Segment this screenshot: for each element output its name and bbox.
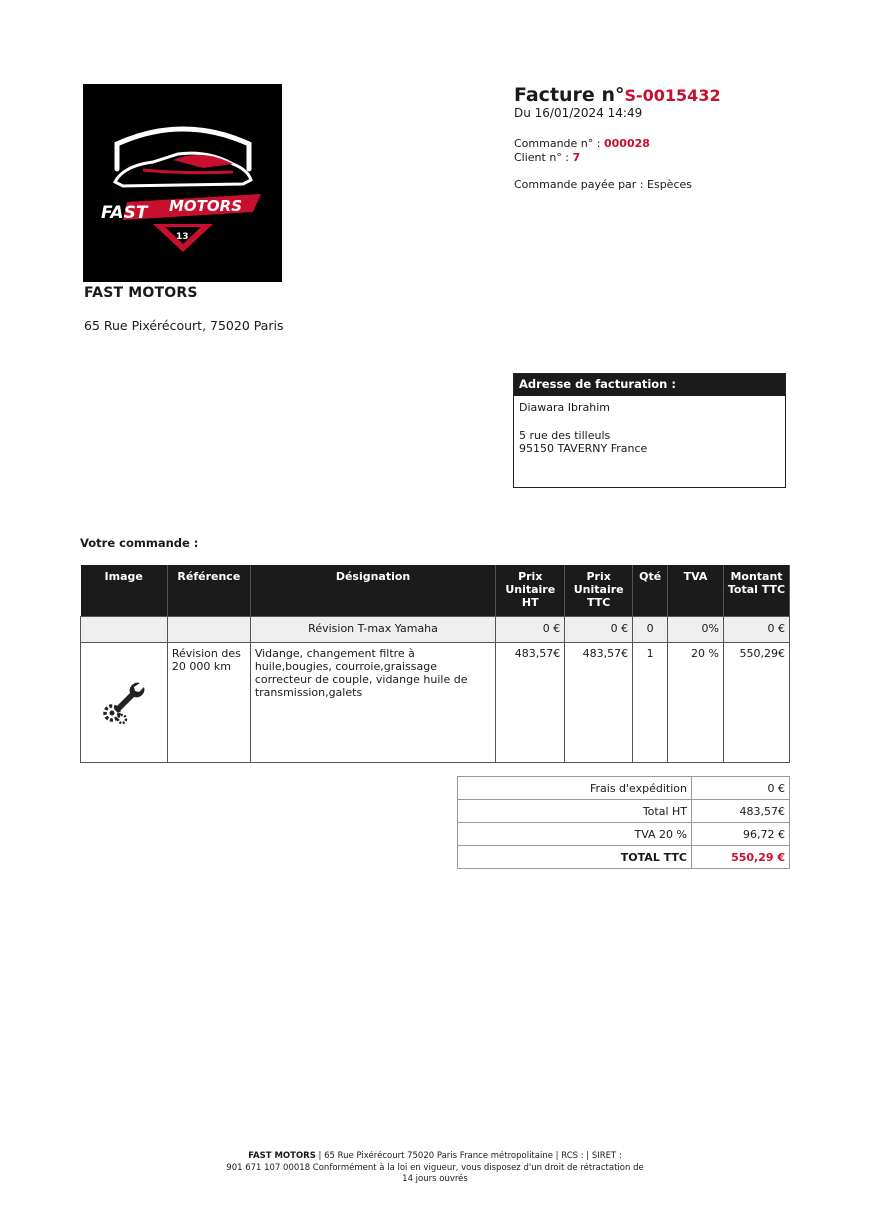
billing-city: 95150 TAVERNY France	[519, 442, 648, 455]
tva-label: TVA 20 %	[458, 823, 692, 846]
item-total: 550,29€	[723, 642, 789, 762]
total-ttc-label: TOTAL TTC	[458, 846, 692, 869]
sub-pu-ht: 0 €	[496, 616, 565, 642]
legal-footer	[200, 1151, 670, 1186]
company-address: 65 Rue Pixérécourt, 75020 Paris	[84, 318, 284, 333]
billing-address-box	[513, 373, 786, 488]
invoice-number: S-0015432	[624, 86, 721, 105]
sub-qty: 0	[633, 616, 668, 642]
client-number-label: Client n° :	[514, 151, 570, 164]
shipping-label: Frais d'expédition	[458, 777, 692, 800]
sub-tva: 0%	[668, 616, 724, 642]
order-section-label: Votre commande :	[80, 536, 199, 550]
billing-name: Diawara Ibrahim	[519, 401, 610, 414]
item-pu-ht: 483,57€	[496, 642, 565, 762]
wrench-gear-icon	[100, 677, 148, 725]
totals-table	[457, 776, 790, 869]
item-designation: Vidange, changement filtre à huile,bougies, courroie,graissage correcteur de couple, vidange huile de transmission,galets	[250, 642, 495, 762]
footer-line-3: 14 jours ouvrés	[402, 1174, 468, 1184]
logo-brand-white: FAST	[101, 203, 148, 223]
tva-value: 96,72 €	[692, 823, 790, 846]
sub-reference-cell	[167, 616, 250, 642]
invoice-title	[514, 84, 721, 106]
payment-method: Commande payée par : Espèces	[514, 178, 692, 191]
billing-header: Adresse de facturation :	[514, 374, 785, 396]
col-header-total: Montant Total TTC	[723, 565, 789, 616]
col-header-tva: TVA	[668, 565, 724, 616]
footer-company: FAST MOTORS	[248, 1151, 316, 1161]
invoice-header	[514, 84, 721, 120]
col-header-reference: Référence	[167, 565, 250, 616]
item-pu-ttc: 483,57€	[565, 642, 633, 762]
total-ttc-value: 550,29 €	[692, 846, 790, 869]
sub-pu-ttc: 0 €	[565, 616, 633, 642]
invoice-date: Du 16/01/2024 14:49	[514, 106, 643, 120]
item-image-cell	[81, 642, 168, 762]
table-header-row	[81, 565, 790, 616]
table-row	[81, 616, 790, 642]
col-header-qty: Qté	[633, 565, 668, 616]
logo-badge-number: 13	[176, 232, 189, 242]
sub-total: 0 €	[723, 616, 789, 642]
order-number: 000028	[603, 137, 650, 150]
totals-row-ht	[458, 800, 790, 823]
col-header-designation: Désignation	[250, 565, 495, 616]
totals-row-tva	[458, 823, 790, 846]
col-header-pu-ttc: Prix Unitaire TTC	[565, 565, 633, 616]
total-ht-label: Total HT	[458, 800, 692, 823]
sub-designation: Révision T-max Yamaha	[250, 616, 495, 642]
col-header-image: Image	[81, 565, 168, 616]
client-number: 7	[572, 151, 581, 164]
footer-line-2: 901 671 107 00018 Conformément à la loi en vigueur, vous disposez d'un droit de rétractation de	[226, 1162, 644, 1173]
company-name: FAST MOTORS	[84, 285, 198, 301]
footer-line-1	[200, 1151, 670, 1163]
logo-brand-red: MOTORS	[169, 197, 243, 215]
order-info	[514, 137, 650, 165]
billing-body	[514, 396, 785, 461]
item-reference: Révision des 20 000 km	[167, 642, 250, 762]
shipping-value: 0 €	[692, 777, 790, 800]
order-number-label: Commande n° :	[514, 137, 601, 150]
totals-row-shipping	[458, 777, 790, 800]
total-ht-value: 483,57€	[692, 800, 790, 823]
billing-street: 5 rue des tilleuls	[519, 428, 611, 442]
item-tva: 20 %	[668, 642, 724, 762]
item-qty: 1	[633, 642, 668, 762]
sub-image-cell	[81, 616, 168, 642]
invoice-title-label: Facture	[514, 84, 595, 106]
table-row	[81, 642, 790, 762]
order-number-line	[514, 137, 650, 151]
invoice-number-prefix: n°	[601, 84, 625, 106]
order-items-table	[80, 565, 790, 763]
client-number-line	[514, 151, 650, 165]
company-logo	[83, 84, 282, 282]
col-header-pu-ht: Prix Unitaire HT	[496, 565, 565, 616]
footer-line-1-rest: | 65 Rue Pixérécourt 75020 Paris France métropolitaine | RCS : | SIRET :	[315, 1151, 622, 1161]
totals-row-ttc	[458, 846, 790, 869]
